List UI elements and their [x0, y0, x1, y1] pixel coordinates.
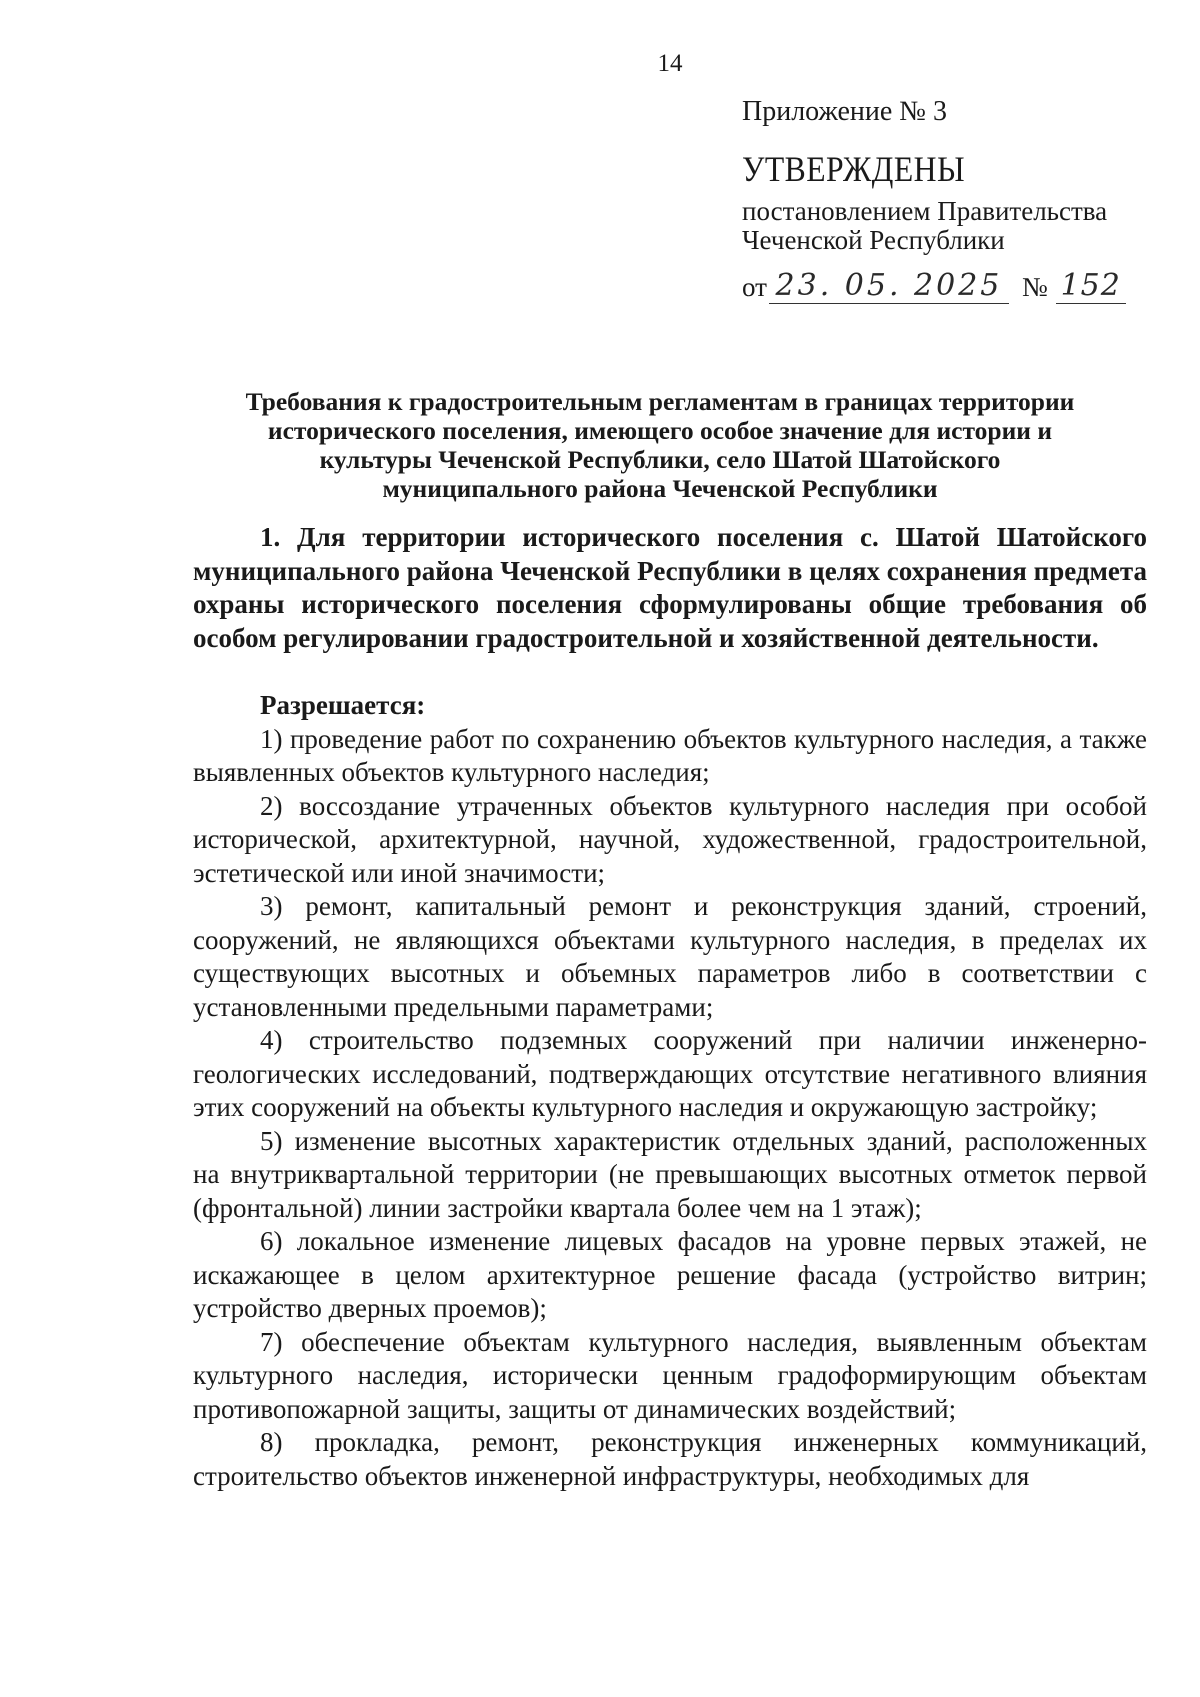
- number-sign: №: [1021, 272, 1048, 302]
- intro-paragraph: 1. Для территории исторического поселения с. Шатой Шатойского муниципального района Чеченской Республики в целях сохранения предмета охраны исторического поселения сформулированы общие требования об особом регулировании градостроительной и хозяйственной деятельности.: [193, 522, 1147, 653]
- approval-block: [742, 95, 1162, 304]
- list-item: 3) ремонт, капитальный ремонт и реконструкция зданий, строений, сооружений, не являющихся объектами культурного наследия, в пределах их существующих высотных и объемных параметров либо в соответствии с установленными предельными параметрами;: [193, 891, 1147, 1022]
- resolution-line: Чеченской Республики: [742, 225, 1005, 255]
- list-item: 6) локальное изменение лицевых фасадов на уровне первых этажей, не искажающее в целом архитектурное решение фасада (устройство витрин; устройство дверных проемов);: [193, 1226, 1147, 1323]
- resolution-line: постановлением Правительства: [742, 196, 1108, 226]
- title-line: Требования к градостроительным регламентам в границах территории: [245, 387, 1075, 416]
- handwritten-number: 152: [1056, 269, 1126, 304]
- date-number-line: [742, 269, 1162, 304]
- title-line: культуры Чеченской Республики, село Шатой Шатойского: [319, 445, 1001, 474]
- list-item: 5) изменение высотных характеристик отдельных зданий, расположенных на внутриквартальной территории (не превышающих высотных отметок первой (фронтальной) линии застройки квартала более чем на 1 этаж);: [193, 1125, 1147, 1223]
- list-item: 7) обеспечение объектам культурного наследия, выявленным объектам культурного наследия, исторически ценным градоформирующим объектам противопожарной защиты, защиты от динамических воздействий;: [193, 1326, 1147, 1424]
- title-line: муниципального района Чеченской Республики: [382, 474, 938, 503]
- resolution-reference: [742, 197, 1162, 255]
- approved-heading: УТВЕРЖДЕНЫ: [742, 149, 966, 189]
- date-prefix: от: [742, 272, 767, 302]
- appendix-label: Приложение № 3: [742, 96, 947, 127]
- list-item: 4) строительство подземных сооружений при наличии инженерно-геологических исследований, подтверждающих отсутствие негативного влияния этих сооружений на объекты культурного наследия и окружающую застройку;: [193, 1025, 1147, 1122]
- list-item: 1) проведение работ по сохранению объектов культурного наследия, а также выявленных объектов культурного наследия;: [193, 723, 1147, 787]
- document-body: [193, 521, 1147, 1493]
- page-number: 14: [657, 50, 683, 77]
- list-item: 2) воссоздание утраченных объектов культурного наследия при особой исторической, архитектурной, научной, художественной, градостроительной, эстетической или иной значимости;: [193, 790, 1147, 888]
- document-title: [180, 387, 1140, 503]
- list-item: 8) прокладка, ремонт, реконструкция инженерных коммуникаций, строительство объектов инженерной инфраструктуры, необходимых для: [193, 1427, 1147, 1491]
- title-line: исторического поселения, имеющего особое значение для истории и: [267, 416, 1053, 445]
- allowed-heading: Разрешается:: [260, 690, 426, 720]
- handwritten-date: 23. 05. 2025: [769, 269, 1009, 304]
